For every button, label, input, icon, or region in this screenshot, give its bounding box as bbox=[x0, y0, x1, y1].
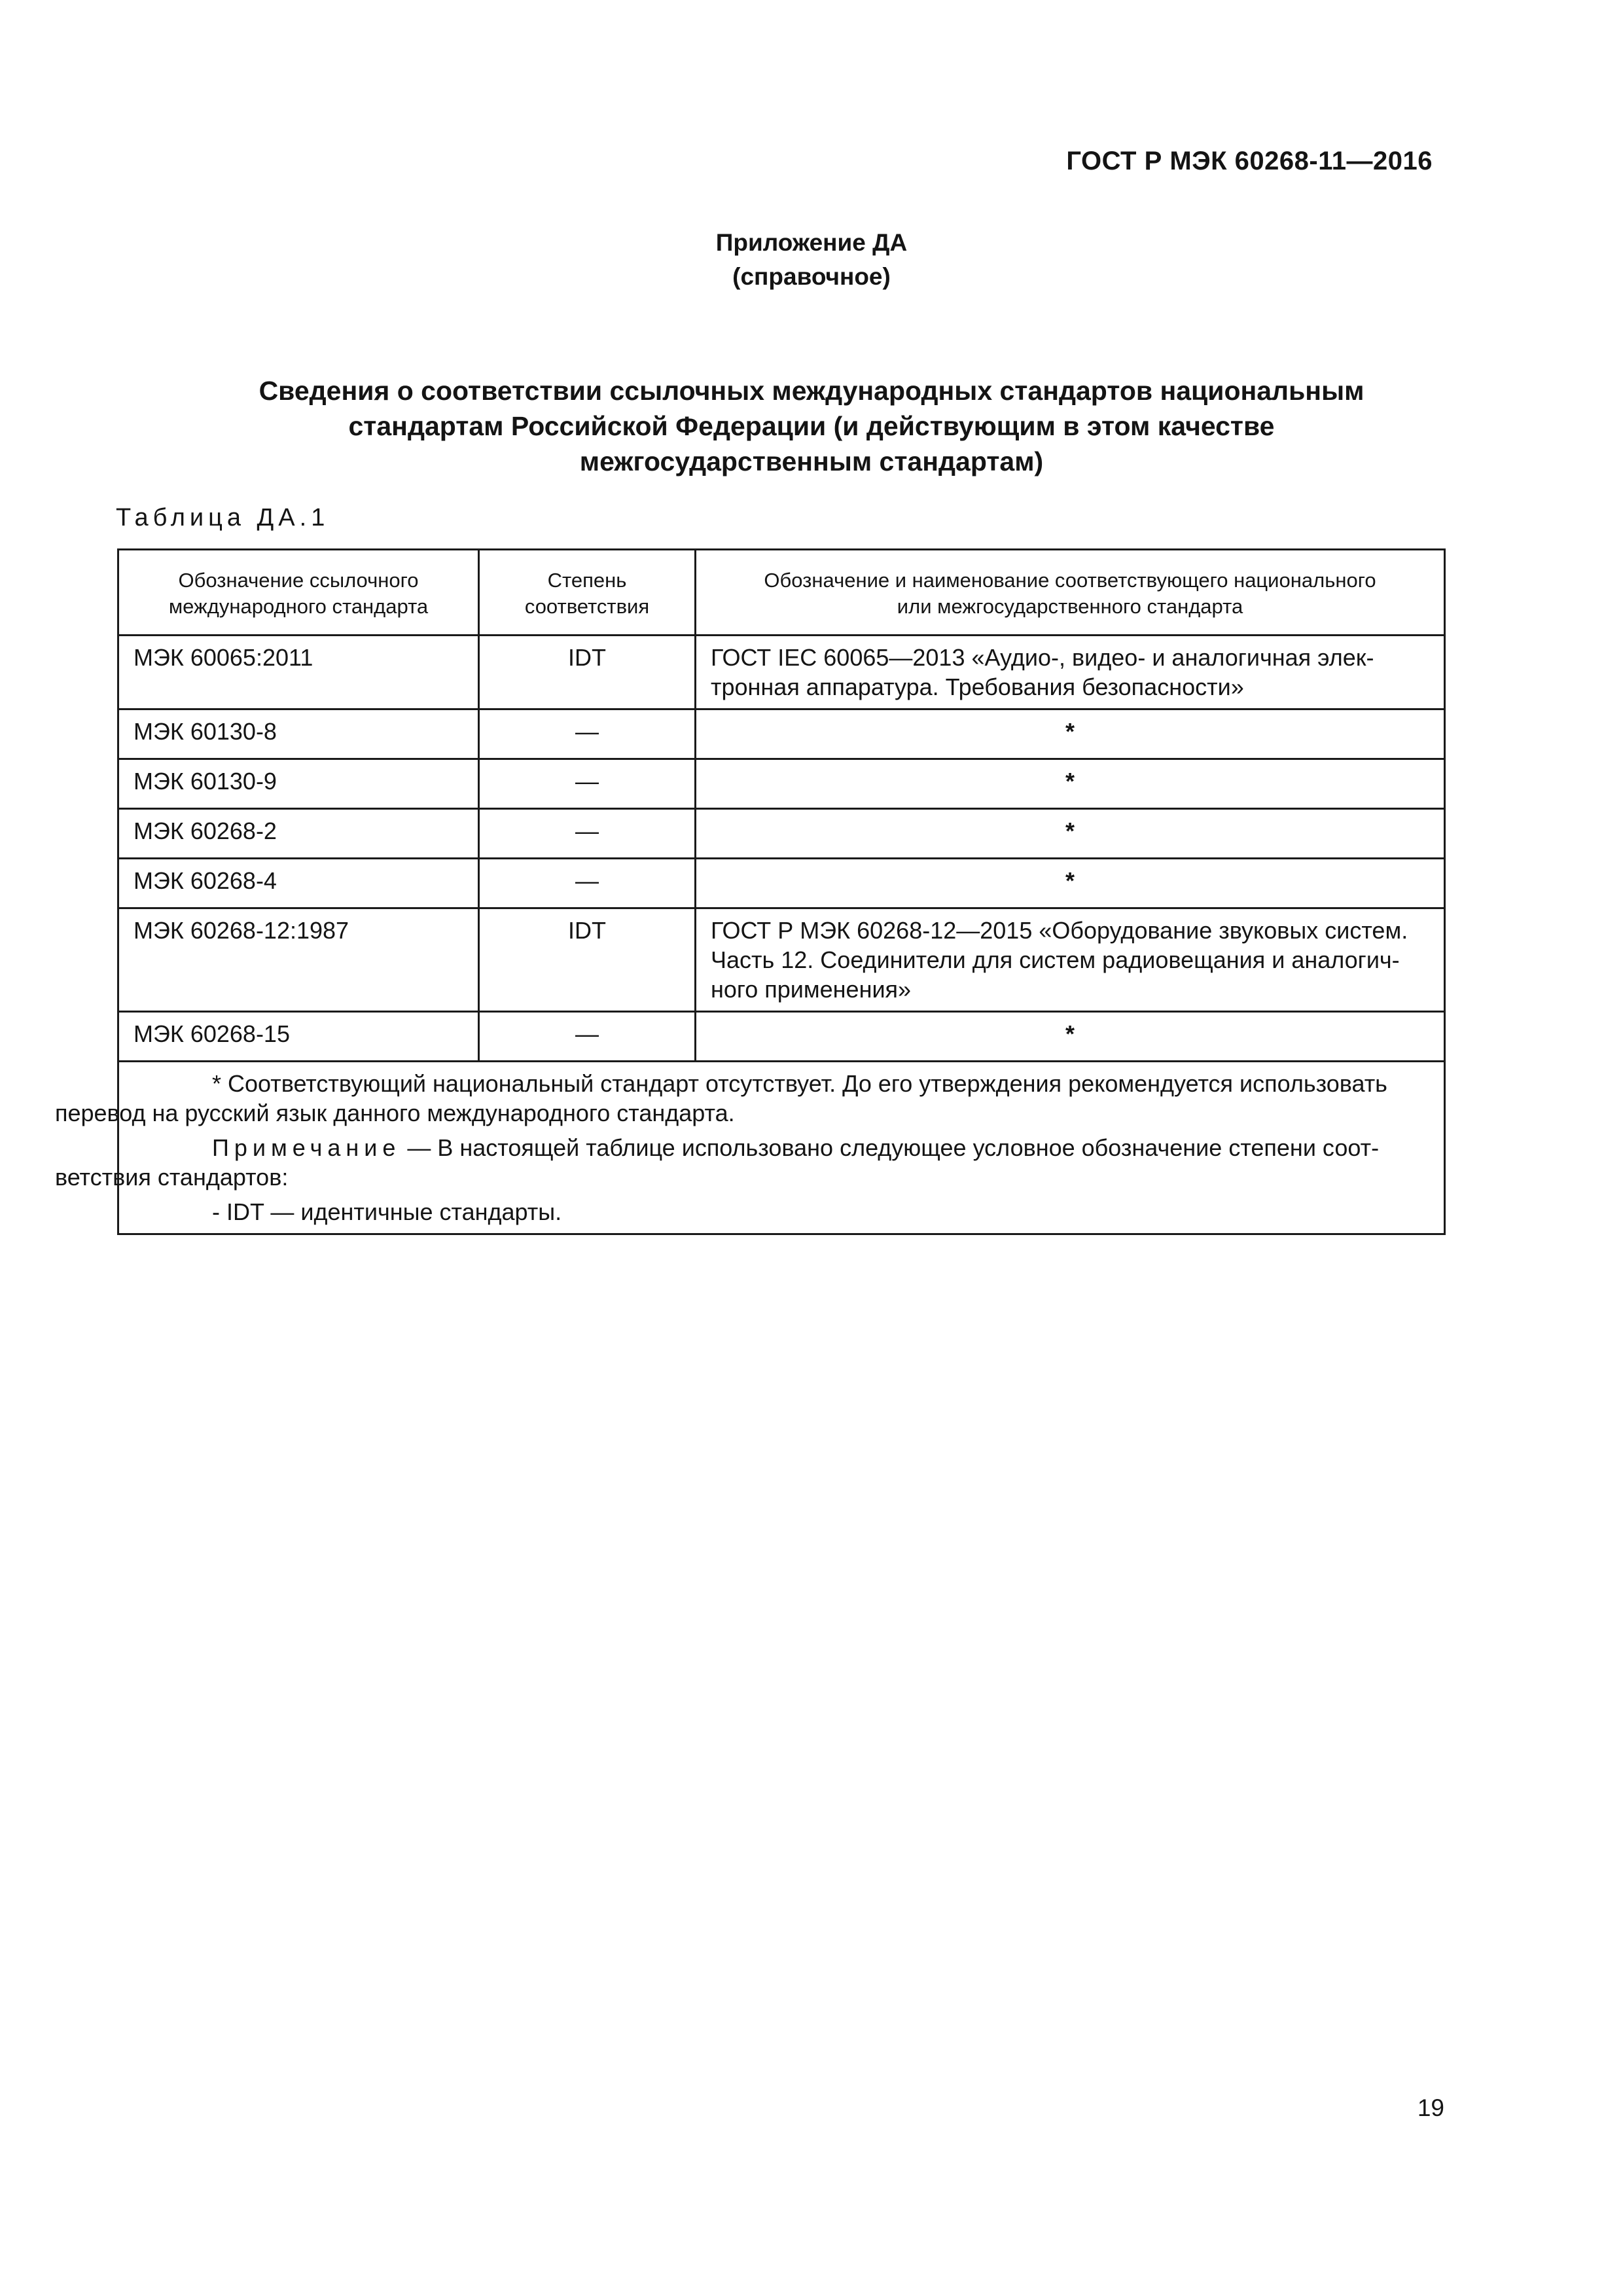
cell-line: Часть 12. Соединители для систем радиовещания и аналогич- bbox=[711, 946, 1400, 973]
header-reference-standard bbox=[118, 550, 479, 636]
footnote-note bbox=[55, 1133, 1429, 1192]
cell-reference: МЭК 60065:2011 bbox=[118, 636, 479, 709]
footnote-idt bbox=[134, 1197, 1429, 1227]
cell-degree: — bbox=[479, 1012, 696, 1062]
cell-reference: МЭК 60268-4 bbox=[118, 859, 479, 908]
cell-degree: — bbox=[479, 709, 696, 759]
cell-degree: — bbox=[479, 759, 696, 809]
cell-line: ГОСТ Р МЭК 60268-12—2015 «Оборудование звуковых систем. bbox=[711, 917, 1408, 944]
cell-national bbox=[696, 908, 1445, 1012]
cell-national bbox=[696, 636, 1445, 709]
table-row bbox=[118, 759, 1445, 809]
cell-national: * bbox=[696, 809, 1445, 859]
cell-degree: — bbox=[479, 859, 696, 908]
note-label: Примечание bbox=[212, 1134, 401, 1161]
table-row bbox=[118, 636, 1445, 709]
footnote-line: перевод на русский язык данного международного стандарта. bbox=[55, 1100, 735, 1126]
header-line: Степень bbox=[547, 569, 627, 592]
cell-degree: IDT bbox=[479, 636, 696, 709]
footnote-star bbox=[55, 1069, 1429, 1128]
header-line: Обозначение и наименование соответствующего национального bbox=[764, 569, 1376, 592]
idt-text: - IDT — идентичные стандарты. bbox=[212, 1198, 562, 1225]
section-title bbox=[157, 373, 1466, 479]
table-header-row bbox=[118, 550, 1445, 636]
table-row bbox=[118, 709, 1445, 759]
header-line: международного стандарта bbox=[168, 595, 429, 618]
table-row bbox=[118, 908, 1445, 1012]
cell-degree: IDT bbox=[479, 908, 696, 1012]
cell-national: * bbox=[696, 859, 1445, 908]
cell-reference: МЭК 60268-2 bbox=[118, 809, 479, 859]
appendix-subtitle: (справочное) bbox=[732, 263, 891, 290]
table-footer-row bbox=[118, 1062, 1445, 1234]
title-line: Сведения о соответствии ссылочных международных стандартов национальным bbox=[259, 376, 1364, 406]
appendix-title: Приложение ДА bbox=[715, 229, 908, 256]
cell-national: * bbox=[696, 759, 1445, 809]
cell-reference: МЭК 60268-12:1987 bbox=[118, 908, 479, 1012]
note-text: ветствия стандартов: bbox=[55, 1164, 289, 1191]
document-code: ГОСТ Р МЭК 60268-11—2016 bbox=[1066, 147, 1433, 175]
header-line: Обозначение ссылочного bbox=[178, 569, 419, 592]
table-row bbox=[118, 1012, 1445, 1062]
title-line: стандартам Российской Федерации (и действующим в этом качестве bbox=[348, 411, 1275, 441]
cell-national: * bbox=[696, 709, 1445, 759]
cell-reference: МЭК 60130-8 bbox=[118, 709, 479, 759]
cell-reference: МЭК 60268-15 bbox=[118, 1012, 479, 1062]
appendix-heading bbox=[0, 226, 1623, 294]
footnote-line: * Соответствующий национальный стандарт отсутствует. До его утверждения рекомендуется использовать bbox=[212, 1070, 1387, 1097]
table-footnote bbox=[55, 1062, 1445, 1234]
cell-national: * bbox=[696, 1012, 1445, 1062]
title-line: межгосударственным стандартам) bbox=[579, 446, 1044, 476]
header-national-standard bbox=[696, 550, 1445, 636]
note-text: — В настоящей таблице использовано следующее условное обозначение степени соот- bbox=[401, 1134, 1380, 1161]
page-number: 19 bbox=[1417, 2094, 1444, 2121]
cell-line: тронная аппаратура. Требования безопасности» bbox=[711, 673, 1244, 700]
cell-degree: — bbox=[479, 809, 696, 859]
header-line: или межгосударственного стандарта bbox=[897, 595, 1243, 618]
header-degree bbox=[479, 550, 696, 636]
header-line: соответствия bbox=[524, 595, 650, 618]
table-row bbox=[118, 809, 1445, 859]
cell-line: ного применения» bbox=[711, 976, 912, 1003]
cell-reference: МЭК 60130-9 bbox=[118, 759, 479, 809]
table-caption: Таблица ДА.1 bbox=[116, 504, 330, 531]
correspondence-table bbox=[55, 548, 1446, 1235]
table-row bbox=[118, 859, 1445, 908]
cell-line: ГОСТ IEC 60065—2013 «Аудио-, видео- и аналогичная элек- bbox=[711, 644, 1374, 671]
